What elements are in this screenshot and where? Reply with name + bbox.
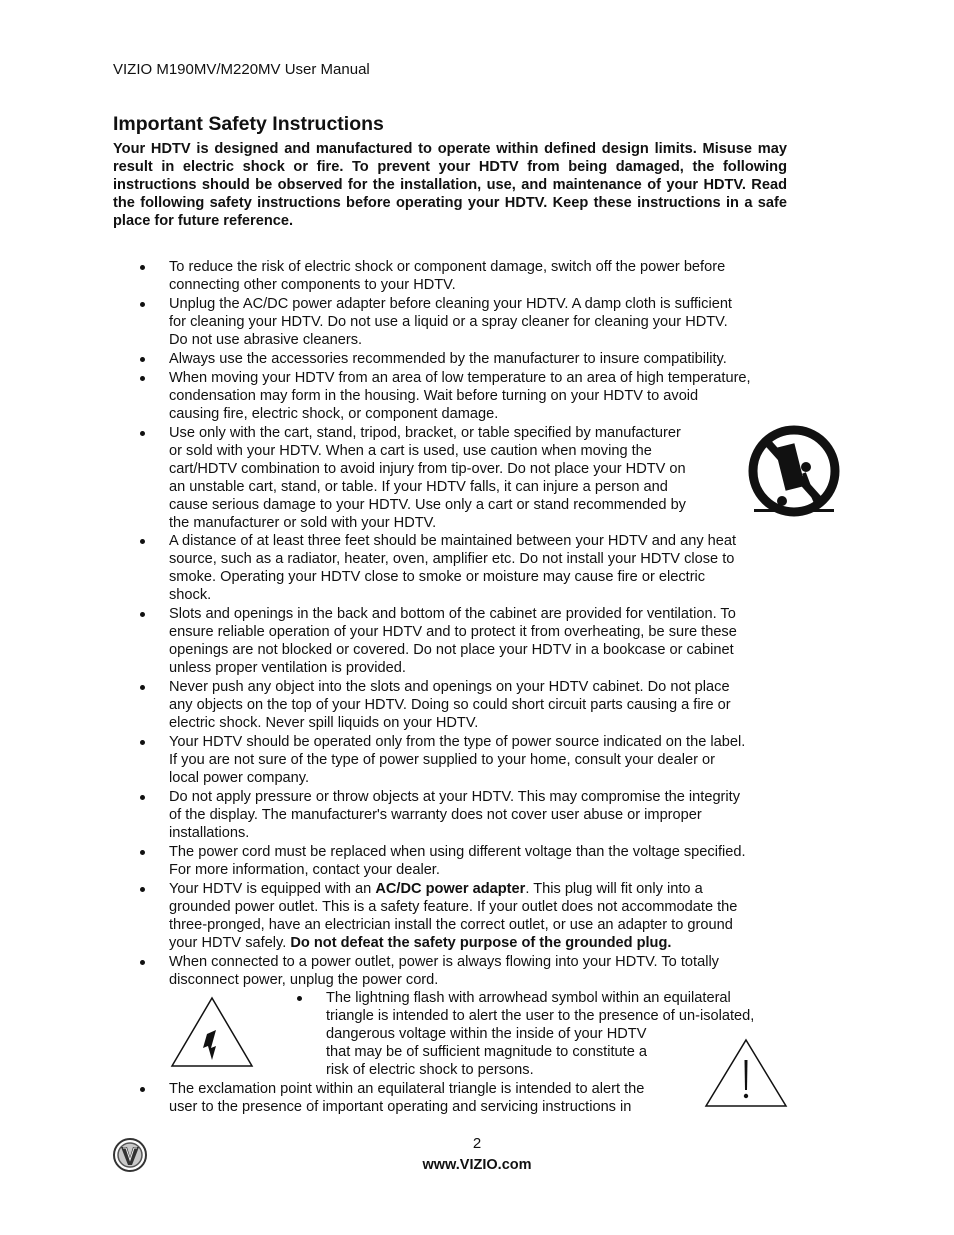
exclamation-triangle-icon [704,1038,788,1108]
bullet-dot [140,265,145,270]
item-line: triangle is intended to alert the user to the presence of un-isolated, [326,1008,755,1024]
item-line: The exclamation point within an equilateral triangle is intended to alert the [169,1081,645,1097]
item-line: Slots and openings in the back and bottom of the cabinet are provided for ventilation. To [169,606,736,622]
item-line: risk of electric shock to persons. [326,1062,534,1078]
item-line: cart/HDTV combination to avoid injury from tip-over. Do not place your HDTV on [169,461,686,477]
item-line: When moving your HDTV from an area of low temperature to an area of high temperature, [169,370,751,386]
item-emphasis: AC/DC power adapter [375,881,526,897]
page-number: 2 [472,1135,482,1152]
item-line: Your HDTV should be operated only from the type of power source indicated on the label. [169,734,746,750]
item-line: If you are not sure of the type of power supplied to your home, consult your dealer or [169,752,715,768]
item-line: dangerous voltage within the inside of your HDTV [326,1026,647,1042]
bullet-dot [140,302,145,307]
item-line: Do not use abrasive cleaners. [169,332,363,348]
bullet-dot [140,795,145,800]
item-line: ensure reliable operation of your HDTV and to protect it from overheating, be sure these [169,624,737,640]
item-line [169,934,737,952]
footer-url[interactable]: www.VIZIO.com [422,1157,532,1173]
item-line: shock. [169,587,212,603]
section-title: Important Safety Instructions [113,113,384,135]
bullet-dot [140,539,145,544]
bullet-dot [140,887,145,892]
item-line [169,880,737,898]
item-line: installations. [169,825,250,841]
item-line: When connected to a power outlet, power is always flowing into your HDTV. To totally [169,954,719,970]
item-line: for cleaning your HDTV. Do not use a liquid or a spray cleaner for cleaning your HDTV. [169,314,728,330]
item-line: that may be of sufficient magnitude to constitute a [326,1044,647,1060]
item-emphasis: Do not defeat the safety purpose of the grounded plug. [290,935,672,951]
item-line: grounded power outlet. This is a safety feature. If your outlet does not accommodate the [169,899,738,915]
item-line: Always use the accessories recommended by the manufacturer to insure compatibility. [169,351,727,367]
item-line: Never push any object into the slots and openings on your HDTV cabinet. Do not place [169,679,730,695]
item-line: Do not apply pressure or throw objects at your HDTV. This may compromise the integrity [169,789,741,805]
item-line: Use only with the cart, stand, tripod, bracket, or table specified by manufacturer [169,425,681,441]
item-line: source, such as a radiator, heater, oven, amplifier etc. Do not install your HDTV close to [169,551,735,567]
bullet-dot [140,357,145,362]
item-line: For more information, contact your dealer. [169,862,440,878]
lightning-triangle-icon [170,996,254,1068]
item-line: or sold with your HDTV. When a cart is used, use caution when moving the [169,443,652,459]
bullet-dot [140,850,145,855]
item-line: The lightning flash with arrowhead symbol within an equilateral [326,990,731,1006]
item-text: . This plug will fit only into a [525,881,703,897]
item-line: the manufacturer or sold with your HDTV. [169,515,437,531]
item-line: A distance of at least three feet should be maintained between your HDTV and any heat [169,533,737,549]
item-line: Unplug the AC/DC power adapter before cleaning your HDTV. A damp cloth is sufficient [169,296,732,312]
item-text: your HDTV safely. [169,935,291,951]
item-line: condensation may form in the housing. Wait before turning on your HDTV to avoid [169,388,699,404]
item-line: of the display. The manufacturer's warranty does not cover user abuse or improper [169,807,702,823]
item-line: To reduce the risk of electric shock or component damage, switch off the power before [169,259,726,275]
item-line: smoke. Operating your HDTV close to smoke or moisture may cause fire or electric [169,569,706,585]
item-text: Your HDTV is equipped with an [169,881,376,897]
bullet-dot [297,996,302,1001]
item-line: three-pronged, have an electrician install the correct outlet, or use an adapter to ground [169,917,733,933]
item-line: user to the presence of important operating and servicing instructions in [169,1099,632,1115]
running-header: VIZIO M190MV/M220MV User Manual [113,61,370,78]
item-line: openings are not blocked or covered. Do not place your HDTV in a bookcase or cabinet [169,642,734,658]
item-line: any objects on the top of your HDTV. Doing so could short circuit parts causing a fire or [169,697,731,713]
item-line: disconnect power, unplug the power cord. [169,972,439,988]
item-line: causing fire, electric shock, or component damage. [169,406,499,422]
bullet-dot [140,1087,145,1092]
item-line: The power cord must be replaced when using different voltage than the voltage specified. [169,844,746,860]
bullet-dot [140,431,145,436]
item-line: an unstable cart, stand, or table. If your HDTV falls, it can injure a person and [169,479,668,495]
item-line: local power company. [169,770,310,786]
item-line: connecting other components to your HDTV. [169,277,456,293]
bullet-dot [140,612,145,617]
bullet-dot [140,740,145,745]
item-line: cause serious damage to your HDTV. Use only a cart or stand recommended by [169,497,686,513]
item-line: unless proper ventilation is provided. [169,660,406,676]
item-line: electric shock. Never spill liquids on your HDTV. [169,715,479,731]
bullet-dot [140,960,145,965]
bullet-dot [140,376,145,381]
intro-paragraph: Your HDTV is designed and manufactured to operate within defined design limits. Misuse may result in electric shock or fire. To prevent your HDTV from being damaged, the following instructions should be observed for the installation, use, and maintenance of your HDTV. Read the following safety instructions before operating your HDTV. Keep these instructions in a safe place for future reference. [113,141,787,229]
bullet-dot [140,685,145,690]
no-cart-tipover-icon [746,423,842,519]
